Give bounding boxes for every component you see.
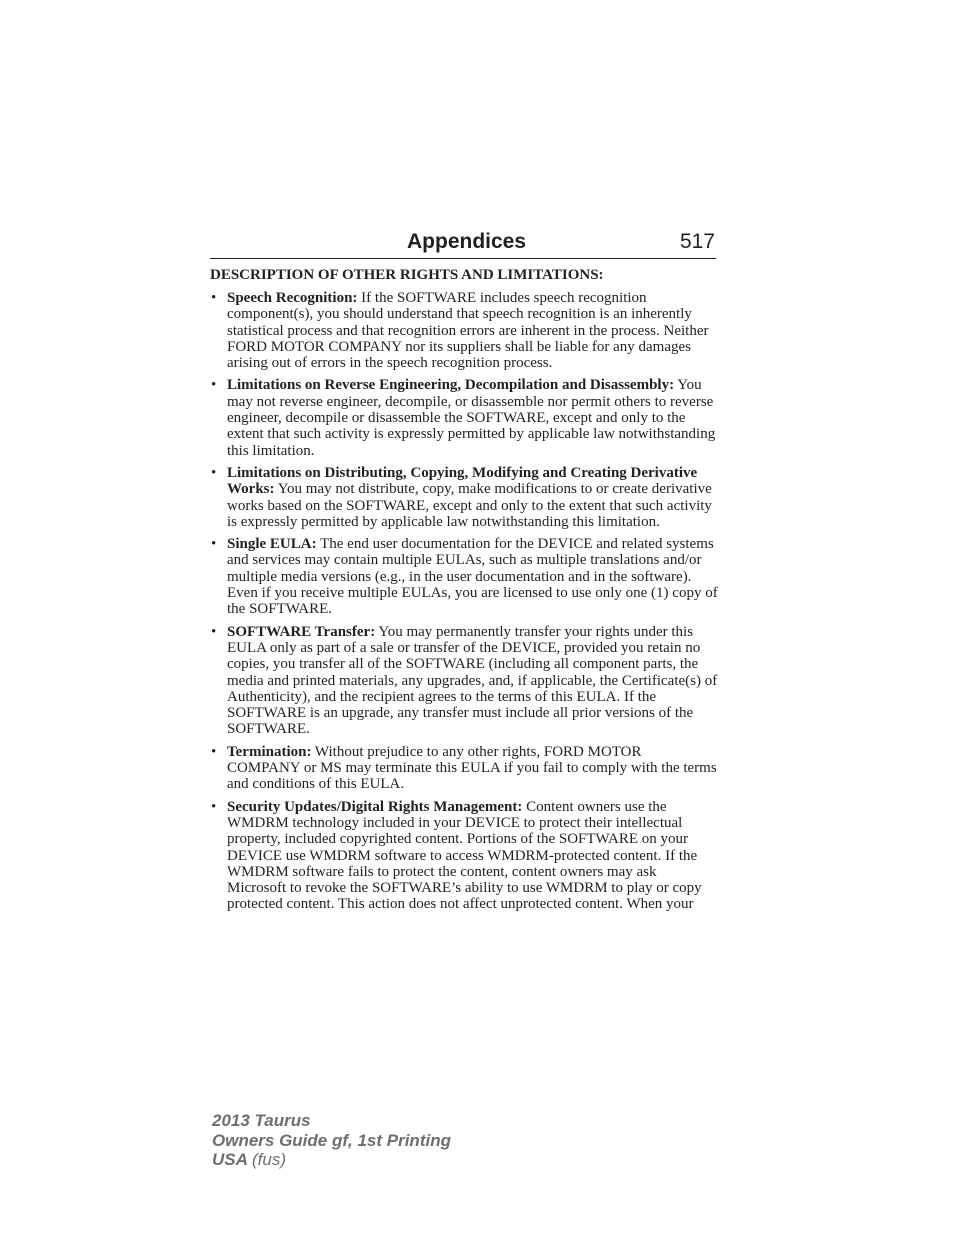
item-text: Content owners use the WMDRM technology included in your DEVICE to protect their intellectual property, included copyrighted content. Portions of the SOFTWARE on your DEVICE use WMDRM software to access WMDRM-protected content. If the WMDRM software fails to protect the content, content owners may ask Microsoft to revoke the SOFTWARE’s ability to use WMDRM to play or copy protected content. This action does not affect unprotected content. When your (227, 798, 702, 913)
footer-guide: Owners Guide gf, 1st Printing (212, 1130, 451, 1150)
bullet-icon: • (211, 798, 217, 815)
page-header (210, 228, 716, 259)
item-text: You may not reverse engineer, decompile, or disassemble nor permit others to reverse engineer, decompile or disassemble the SOFTWARE, except and only to the extent that such activity is expressly permitted by applicable law notwithstanding this limitation. (227, 377, 716, 459)
footer-region-suffix: (fus) (252, 1150, 286, 1169)
item-term: Security Updates/Digital Rights Management: (227, 798, 523, 815)
list-item (210, 536, 718, 617)
bullet-icon: • (211, 464, 217, 481)
list-item (210, 377, 718, 458)
item-text: The end user documentation for the DEVICE and related systems and services may contain multiple EULAs, such as multiple translations and/or multiple media versions (e.g., in the user documentation and in the software). Even if you receive multiple EULAs, you are licensed to use only one (1) copy of the SOFTWARE. (227, 536, 718, 618)
footer-model: 2013 Taurus (212, 1111, 311, 1130)
item-text: If the SOFTWARE includes speech recognition component(s), you should understand that speech recognition is an inherently statistical process and that recognition errors are inherent in the process. Neither FORD MOTOR COMPANY nor its suppliers shall be liable for any damages arising out of errors in the speech recognition process. (227, 290, 709, 372)
page-footer (212, 1111, 451, 1170)
list-item (210, 624, 718, 738)
bullet-icon: • (211, 290, 217, 306)
item-term: Limitations on Distributing, Copying, Modifying and Creating Derivative Works: (227, 464, 698, 498)
bullet-icon: • (211, 536, 217, 553)
item-term: Termination: (227, 743, 312, 760)
footer-region (212, 1150, 451, 1170)
item-term: SOFTWARE Transfer: (227, 623, 376, 640)
body-content (210, 266, 718, 919)
section-title: Appendices (407, 230, 527, 253)
footer-region-main: USA (212, 1150, 248, 1169)
bullet-icon: • (211, 743, 217, 760)
list-item (210, 290, 718, 371)
list-item (210, 744, 718, 793)
section-heading: DESCRIPTION OF OTHER RIGHTS AND LIMITATIONS: (210, 267, 604, 283)
item-term: Speech Recognition: (227, 290, 358, 306)
item-text: Without prejudice to any other rights, FORD MOTOR COMPANY or MS may terminate this EULA if you fail to comply with the terms and conditions of this EULA. (227, 743, 717, 793)
item-term: Limitations on Reverse Engineering, Decompilation and Disassembly: (227, 377, 675, 394)
item-text: You may permanently transfer your rights under this EULA only as part of a sale or transfer of the DEVICE, provided you retain no copies, you transfer all of the SOFTWARE (including all component parts, the media and printed materials, any upgrades, and, if applicable, the Certificate(s) of Authenticity), and the recipient agrees to the terms of this EULA. If the SOFTWARE is an upgrade, any transfer must include all prior versions of the SOFTWARE. (227, 623, 718, 738)
bullet-icon: • (211, 377, 217, 394)
rights-list (210, 290, 718, 913)
bullet-icon: • (211, 623, 217, 640)
item-text: You may not distribute, copy, make modifications to or create derivative works based on the SOFTWARE, except and only to the extent that such activity is expressly permitted by applicable law notwithstanding this limitation. (227, 481, 712, 530)
list-item (210, 465, 718, 530)
list-item (210, 799, 718, 913)
page-number: 517 (679, 230, 715, 253)
item-term: Single EULA: (227, 536, 317, 553)
